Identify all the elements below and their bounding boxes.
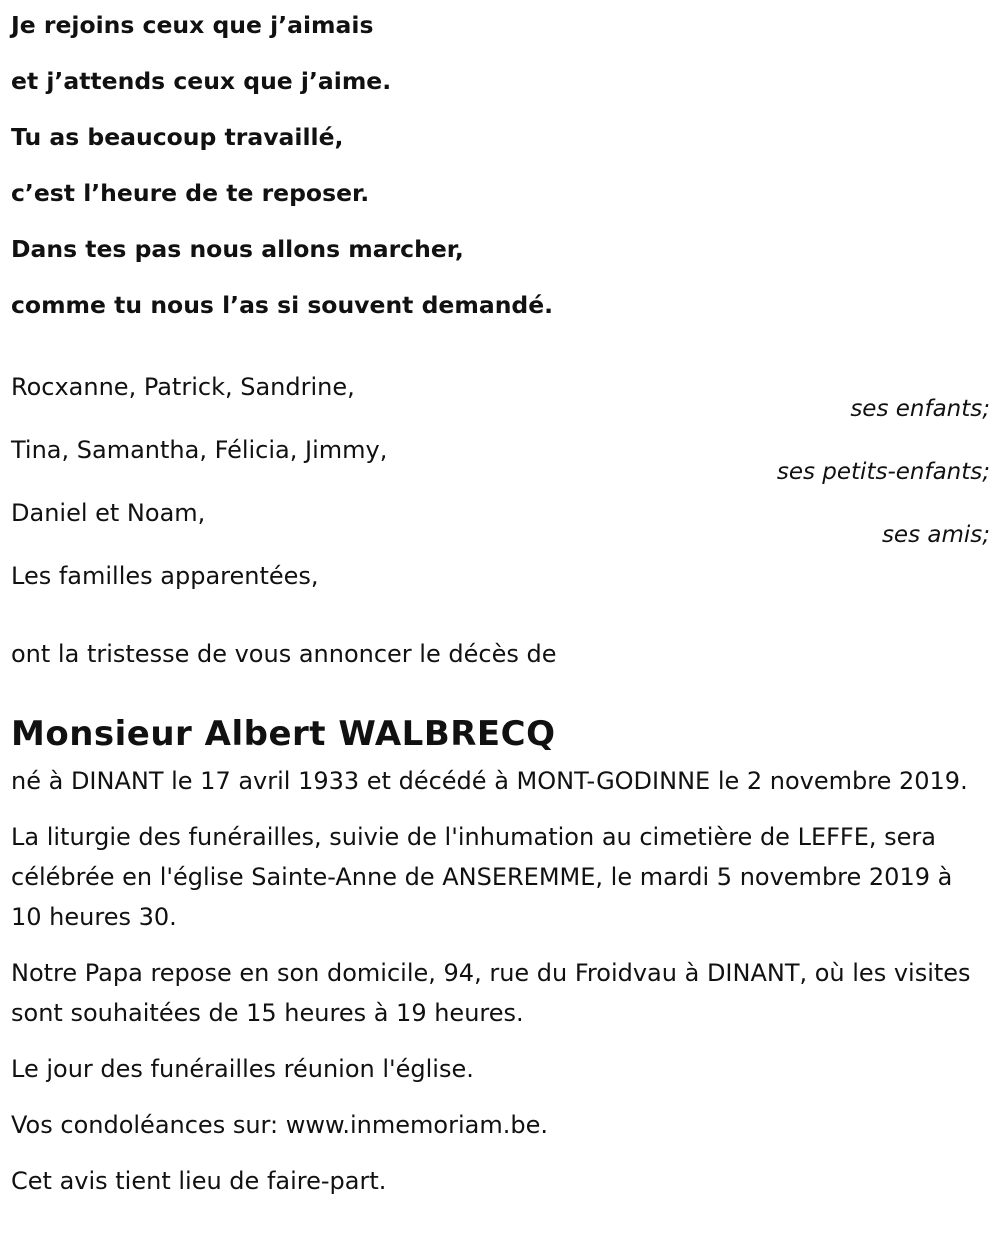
mourner-relation: ses enfants;: [850, 396, 990, 422]
poem-line: Je rejoins ceux que j’aimais: [11, 11, 374, 39]
gathering-paragraph: Le jour des funérailles réunion l'église.: [11, 1055, 474, 1083]
mourner-entry-grandchildren: [0, 435, 1000, 499]
mourner-relation: ses petits-enfants;: [776, 459, 990, 485]
mourner-names: Daniel et Noam,: [11, 499, 206, 527]
mourner-entry-families: [0, 561, 1000, 625]
mourner-entry-friends: [0, 498, 1000, 562]
birth-death-paragraph: né à DINANT le 17 avril 1933 et décédé à MONT-GODINNE le 2 novembre 2019.: [11, 767, 968, 795]
condolences-paragraph: Vos condoléances sur: www.inmemoriam.be.: [11, 1111, 548, 1139]
poem-line: et j’attends ceux que j’aime.: [11, 67, 392, 95]
deceased-name: Monsieur Albert WALBRECQ: [11, 714, 556, 754]
announcement-intro: ont la tristesse de vous annoncer le décès de: [11, 640, 557, 668]
poem: [11, 8, 911, 344]
faire-part-paragraph: Cet avis tient lieu de faire-part.: [11, 1167, 387, 1195]
poem-line: Dans tes pas nous allons marcher,: [11, 235, 464, 263]
mourner-names: Les familles apparentées,: [11, 562, 319, 590]
mourner-names: Rocxanne, Patrick, Sandrine,: [11, 373, 355, 401]
funeral-paragraph: La liturgie des funérailles, suivie de l'inhumation au cimetière de LEFFE, sera célébrée en l'église Sainte-Anne de ANSEREMME, le mardi 5 novembre 2019 à 10 heures 30.: [11, 823, 953, 931]
notice-details: [11, 761, 986, 1217]
mourner-relation: ses amis;: [881, 522, 990, 548]
poem-line: c’est l’heure de te reposer.: [11, 179, 370, 207]
poem-line: comme tu nous l’as si souvent demandé.: [11, 291, 554, 319]
mourner-entry-children: [0, 372, 1000, 436]
visitation-paragraph: Notre Papa repose en son domicile, 94, rue du Froidvau à DINANT, où les visites sont souhaitées de 15 heures à 19 heures.: [11, 959, 971, 1027]
poem-line: Tu as beaucoup travaillé,: [11, 123, 344, 151]
mourner-names: Tina, Samantha, Félicia, Jimmy,: [11, 436, 388, 464]
